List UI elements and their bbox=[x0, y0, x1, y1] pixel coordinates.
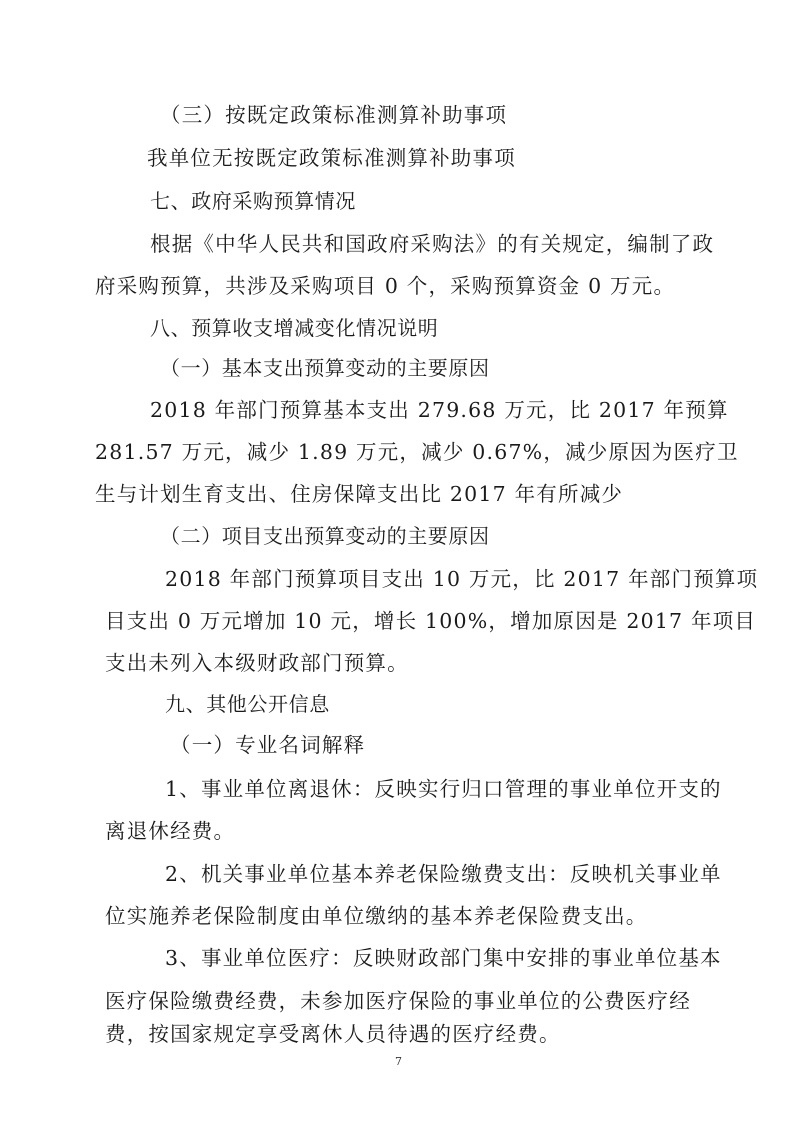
paragraph-line: 位实施养老保险制度由单位缴纳的基本养老保险费支出。 bbox=[105, 904, 648, 928]
subheading-3: （三）按既定政策标准测算补助事项 bbox=[160, 103, 508, 127]
paragraph-line: 2、机关事业单位基本养老保险缴费支出：反映机关事业单 bbox=[165, 862, 722, 886]
paragraph-line: 医疗保险缴费经费，未参加医疗保险的事业单位的公费医疗经 bbox=[105, 989, 691, 1013]
subheading-terms: （一）专业名词解释 bbox=[170, 733, 366, 757]
heading-nine: 九、其他公开信息 bbox=[165, 692, 330, 716]
paragraph-line: 3、事业单位医疗：反映财政部门集中安排的事业单位基本 bbox=[165, 946, 722, 970]
heading-seven: 七、政府采购预算情况 bbox=[150, 189, 356, 213]
paragraph-line: 生与计划生育支出、住房保障支出比 2017 年有所减少 bbox=[95, 482, 624, 506]
paragraph-line: 根据《中华人民共和国政府采购法》的有关规定，编制了政 bbox=[150, 232, 715, 256]
paragraph-line: 府采购预算，共涉及采购项目 0 个，采购预算资金 0 万元。 bbox=[95, 274, 676, 298]
paragraph-line: 281.57 万元，减少 1.89 万元，减少 0.67%，减少原因为医疗卫 bbox=[95, 440, 739, 464]
page-number: 7 bbox=[395, 1055, 402, 1068]
paragraph-line: 费，按国家规定享受离休人员待遇的医疗经费。 bbox=[105, 1022, 561, 1046]
paragraph-line: 支出未列入本级财政部门预算。 bbox=[105, 651, 409, 675]
subheading-project-expenditure: （二）项目支出预算变动的主要原因 bbox=[160, 524, 490, 548]
paragraph-line: 我单位无按既定政策标准测算补助事项 bbox=[147, 146, 516, 170]
subheading-basic-expenditure: （一）基本支出预算变动的主要原因 bbox=[160, 356, 490, 380]
paragraph-line: 2018 年部门预算基本支出 279.68 万元，比 2017 年预算 bbox=[150, 398, 729, 422]
paragraph-line: 1、事业单位离退休：反映实行归口管理的事业单位开支的 bbox=[165, 777, 722, 801]
heading-eight: 八、预算收支增减变化情况说明 bbox=[150, 316, 439, 340]
paragraph-line: 目支出 0 万元增加 10 元，增长 100%，增加原因是 2017 年项目 bbox=[105, 609, 757, 633]
paragraph-line: 离退休经费。 bbox=[105, 819, 236, 843]
paragraph-line: 2018 年部门预算项目支出 10 万元，比 2017 年部门预算项 bbox=[165, 567, 759, 591]
